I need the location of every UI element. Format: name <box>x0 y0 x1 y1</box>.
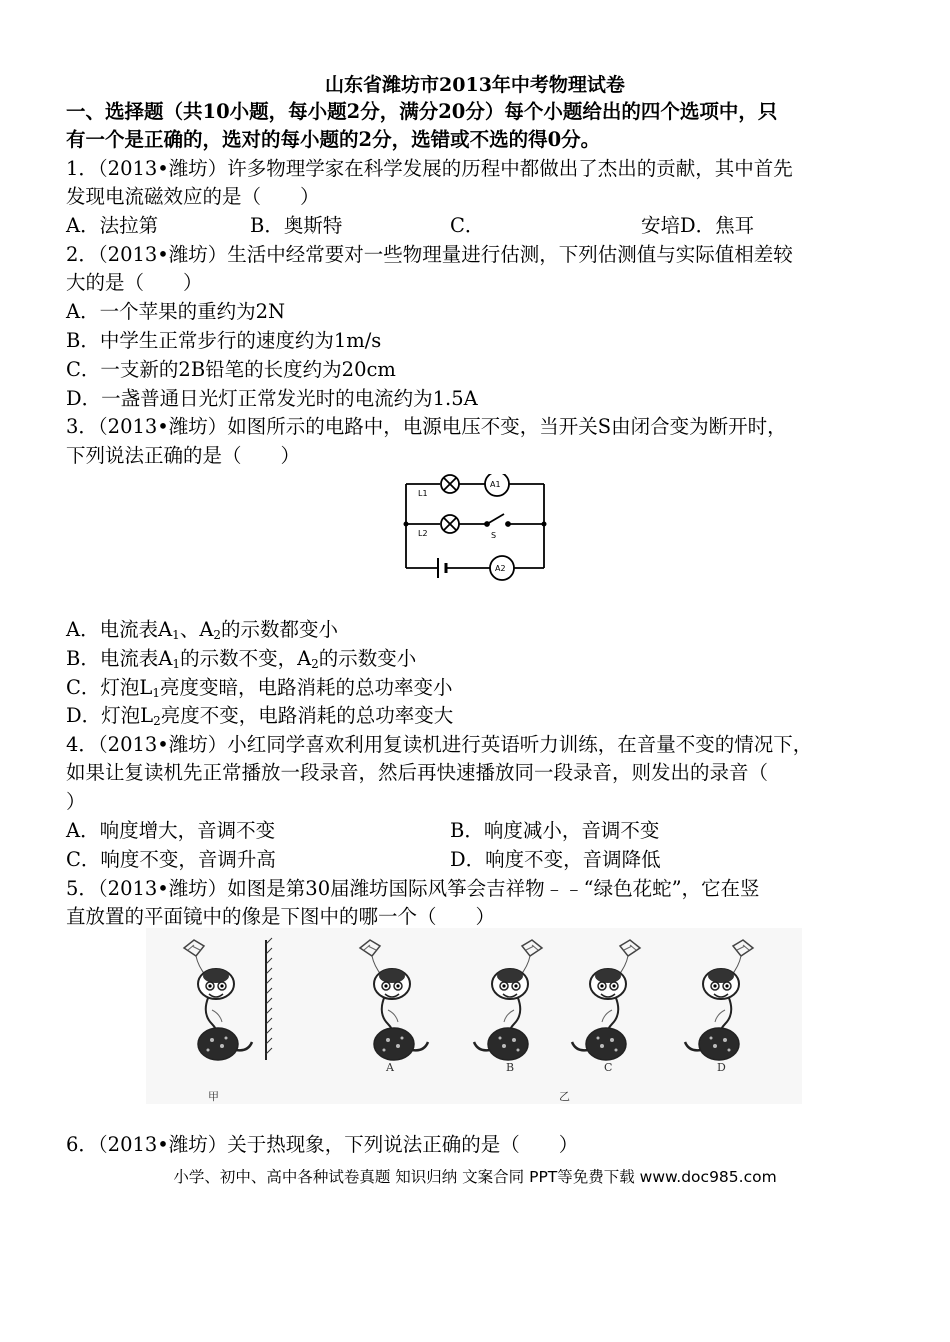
q2-stem-line2: 大的是（ ） <box>66 271 203 294</box>
q2-option-d: D．一盏普通日光灯正常发光时的电流约为1.5A <box>66 387 478 410</box>
q4-stem-line2: 如果让复读机先正常播放一段录音，然后再快速播放同一段录音，则发出的录音（ <box>66 761 769 784</box>
circuit-diagram <box>398 474 548 584</box>
q1-option-b: B．奥斯特 <box>250 214 343 237</box>
q5-stem-line2: 直放置的平面镜中的像是下图中的哪一个（ ） <box>66 905 496 928</box>
q4-option-d: D．响度不变，音调降低 <box>450 848 661 871</box>
q4-option-b: B．响度减小，音调不变 <box>450 819 660 842</box>
q1-stem-line2: 发现电流磁效应的是（ ） <box>66 185 320 208</box>
label-a2: A2 <box>495 564 506 573</box>
section-heading-line1: 一、选择题（共10小题，每小题2分，满分20分）每个小题给出的四个选项中，只 <box>66 100 778 123</box>
label-option-d: D <box>717 1061 726 1074</box>
q2-option-a: A．一个苹果的重约为2N <box>66 300 286 323</box>
q1-option-a: A．法拉第 <box>66 214 159 237</box>
junction-dot-left <box>404 522 409 527</box>
mascot-mirror-figure <box>146 928 802 1104</box>
q3-option-b: B．电流表$A_1$的示数不变，$A_2$的示数变小 <box>66 647 417 671</box>
q4-option-c: C．响度不变，音调升高 <box>66 848 276 871</box>
label-a1: A1 <box>490 480 501 489</box>
junction-dot-right <box>542 522 547 527</box>
q2-option-c: C．一支新的2B铅笔的长度约为20cm <box>66 358 396 381</box>
q4-stem-line1: 4．（2013•潍坊）小红同学喜欢利用复读机进行英语听力训练，在音量不变的情况下， <box>66 733 813 756</box>
q2-stem-line1: 2．（2013•潍坊）生活中经常要对一些物理量进行估测，下列估测值与实际值相差较 <box>66 243 793 266</box>
label-option-c: C <box>604 1061 613 1074</box>
q3-option-d: D．灯泡$L_2$亮度不变，电路消耗的总功率变大 <box>66 704 454 728</box>
q5-stem-line1: 5．（2013•潍坊）如图是第30届潍坊国际风筝会吉祥物﹣﹣“绿色花蛇”，它在竖 <box>66 877 760 900</box>
q1-stem-line1: 1．（2013•潍坊）许多物理学家在科学发展的历程中都做出了杰出的贡献，其中首先 <box>66 157 793 180</box>
label-jia: 甲 <box>208 1090 219 1103</box>
q1-option-c-d: 安培D．焦耳 <box>641 214 755 237</box>
section-heading-line2: 有一个是正确的，选对的每小题的2分，选错或不选的得0分。 <box>66 128 601 151</box>
q2-option-b: B．中学生正常步行的速度约为1m/s <box>66 329 382 352</box>
label-s: S <box>491 531 497 540</box>
q3-option-c: C．灯泡$L_1$亮度变暗，电路消耗的总功率变小 <box>66 676 453 700</box>
q1-option-c: C． <box>450 214 485 237</box>
q3-stem-line1: 3．（2013•潍坊）如图所示的电路中，电源电压不变，当开关S由闭合变为断开时， <box>66 415 787 438</box>
q4-option-a: A．响度增大，音调不变 <box>66 819 276 842</box>
footer-watermark: 小学、初中、高中各种试卷真题 知识归纳 文案合同 PPT等免费下载 www.doc985.com <box>173 1168 777 1186</box>
q3-option-a: A．电流表$A_1$、$A_2$的示数都变小 <box>66 618 339 642</box>
label-yi: 乙 <box>559 1090 570 1103</box>
q3-stem-line2: 下列说法正确的是（ ） <box>66 444 301 467</box>
q4-stem-line3: ） <box>66 790 86 813</box>
label-option-b: B <box>506 1061 515 1074</box>
page-title: 山东省潍坊市2013年中考物理试卷 <box>325 74 625 96</box>
label-l2: L2 <box>418 529 428 538</box>
q6-stem-line1: 6．（2013•潍坊）关于热现象，下列说法正确的是（ ） <box>66 1133 579 1156</box>
label-option-a: A <box>386 1061 394 1074</box>
label-l1: L1 <box>418 489 428 498</box>
